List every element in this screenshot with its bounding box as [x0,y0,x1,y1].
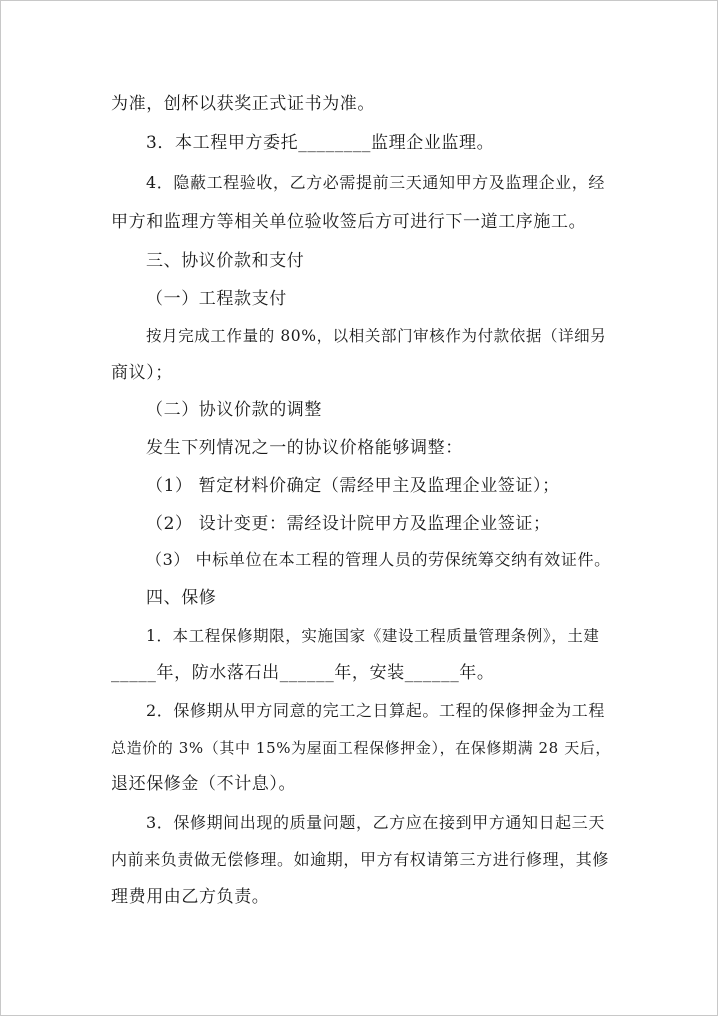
text-line: 3．本工程甲方委托________监理企业监理。 [146,133,495,153]
text-line: 发生下列情况之一的协议价格能够调整： [146,438,463,458]
list-item: （2） 设计变更：需经设计院甲方及监理企业签证； [146,514,551,534]
text-line: 1．本工程保修期限，实施国家《建设工程质量管理条例》，土建 [146,627,600,645]
text-line: 总造价的 3%（其中 15%为屋面工程保修押金），在保修期满 28 天后， [111,739,611,757]
text-line: 4．隐蔽工程验收，乙方必需提前三天通知甲方及监理企业，经 [146,173,605,192]
list-item: （3） 中标单位在本工程的管理人员的劳保统筹交纳有效证件。 [146,550,611,569]
text-line: 退还保修金（不计息）。 [111,774,297,794]
section-heading: 三、协议价款和支付 [146,251,305,271]
subsection-heading: （一）工程款支付 [146,289,287,309]
section-heading: 四、保修 [146,588,217,608]
text-line: 内前来负责做无偿修理。如逾期，甲方有权请第三方进行修理，其修 [111,850,610,869]
subsection-heading: （二）协议价款的调整 [146,400,322,420]
text-line: 按月完成工作量的 80%，以相关部门审核作为付款依据（详细另 [146,327,607,345]
text-line: 商议）； [111,363,173,383]
text-line: 甲方和监理方等相关单位验收签后方可进行下一道工序施工。 [111,212,587,232]
text-line: 理费用由乙方负责。 [111,887,270,907]
text-line: 2．保修期从甲方同意的完工之日算起。工程的保修押金为工程 [146,701,605,720]
text-line: 为准，创杯以获奖正式证书为准。 [111,94,375,114]
text-line: 3．保修期间出现的质量问题，乙方应在接到甲方通知日起三天 [146,813,605,832]
list-item: （1） 暂定材料价确定（需经甲主及监理企业签证）； [146,476,560,496]
text-line: _____年，防水落石出______年，安装______年。 [111,663,495,683]
